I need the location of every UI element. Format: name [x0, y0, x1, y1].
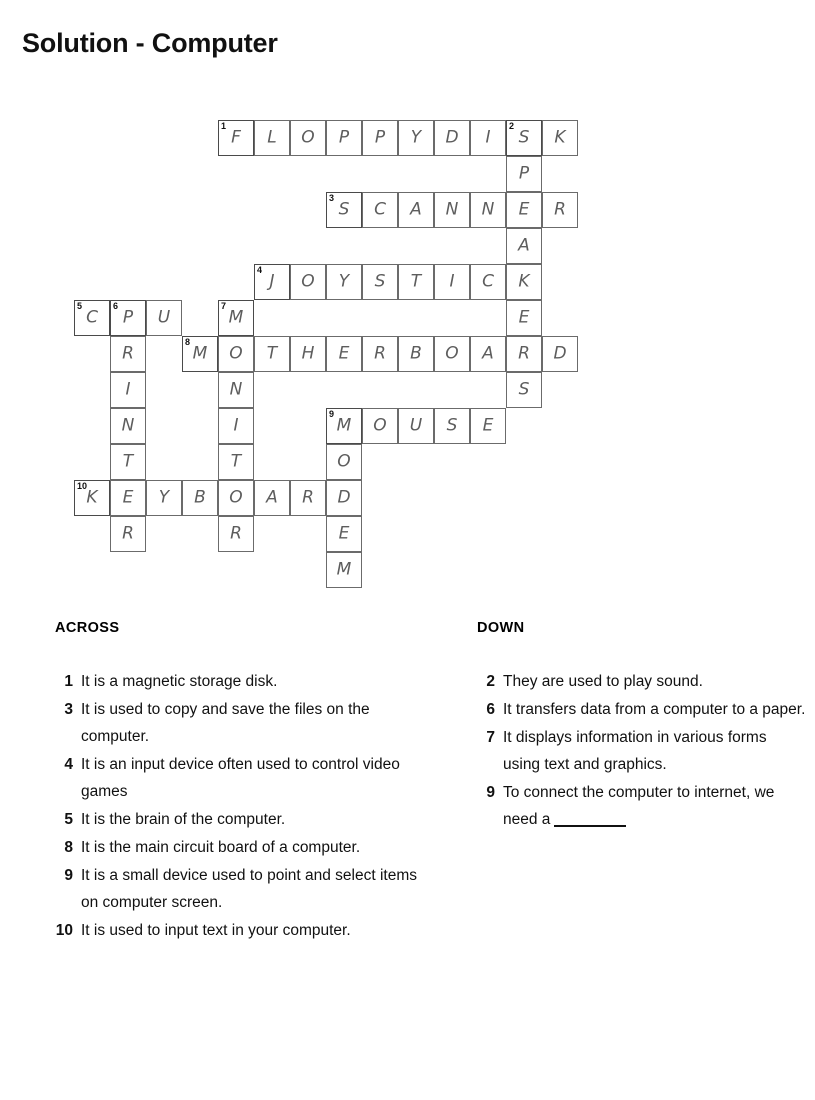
cell-letter: R [122, 523, 134, 544]
cell-letter: R [230, 523, 242, 544]
grid-cell-r4-c10[interactable] [434, 264, 470, 300]
down-clue-number: 2 [486, 673, 495, 690]
grid-cell-r6-c1[interactable] [110, 336, 146, 372]
grid-cell-r0-c10[interactable] [434, 120, 470, 156]
grid-cell-r7-c4[interactable] [218, 372, 254, 408]
grid-cell-r2-c12[interactable] [506, 192, 542, 228]
grid-cell-r6-c13[interactable] [542, 336, 578, 372]
grid-cell-r2-c10[interactable] [434, 192, 470, 228]
grid-cell-r2-c7[interactable] [326, 192, 362, 228]
grid-cell-r6-c4[interactable] [218, 336, 254, 372]
grid-cell-r6-c9[interactable] [398, 336, 434, 372]
cell-letter: N [481, 199, 495, 220]
grid-cell-r11-c7[interactable] [326, 516, 362, 552]
clue-number-5: 5 [77, 301, 83, 311]
across-heading: ACROSS [55, 620, 120, 636]
down-clue-text: It displays information in various forms using text and graphics. [503, 729, 767, 773]
cell-letter: M [192, 343, 208, 364]
down-clue-number: 6 [486, 701, 495, 718]
grid-cell-r0-c4[interactable] [218, 120, 254, 156]
across-clue-number: 8 [64, 839, 73, 856]
cell-letter: O [229, 343, 243, 364]
across-clue-8 [55, 834, 425, 861]
cell-letter: E [518, 307, 530, 328]
cell-letter: N [229, 379, 243, 400]
cell-letter: T [410, 271, 422, 292]
grid-cell-r0-c8[interactable] [362, 120, 398, 156]
cell-letter: R [518, 343, 530, 364]
cell-letter: O [229, 487, 243, 508]
cell-letter: S [338, 199, 350, 220]
grid-cell-r4-c7[interactable] [326, 264, 362, 300]
grid-cell-r10-c4[interactable] [218, 480, 254, 516]
cell-letter: P [122, 307, 134, 328]
cell-letter: I [125, 379, 131, 400]
grid-cell-r8-c10[interactable] [434, 408, 470, 444]
cell-letter: Y [338, 271, 350, 292]
grid-cell-r5-c2[interactable] [146, 300, 182, 336]
cell-letter: U [157, 307, 171, 328]
clue-number-4: 4 [257, 265, 263, 275]
cell-letter: K [86, 487, 98, 508]
grid-cell-r5-c0[interactable] [74, 300, 110, 336]
grid-cell-r0-c12[interactable] [506, 120, 542, 156]
grid-cell-r8-c1[interactable] [110, 408, 146, 444]
grid-cell-r8-c11[interactable] [470, 408, 506, 444]
cell-letter: J [269, 271, 275, 292]
grid-cell-r4-c6[interactable] [290, 264, 326, 300]
grid-cell-r8-c8[interactable] [362, 408, 398, 444]
grid-cell-r5-c12[interactable] [506, 300, 542, 336]
cell-letter: F [231, 127, 241, 148]
down-clue-7 [477, 724, 807, 778]
across-clue-5 [55, 806, 425, 833]
cell-letter: C [374, 199, 386, 220]
down-clue-number: 9 [486, 784, 495, 801]
page-title: Solution - Computer [22, 28, 278, 58]
across-clue-number: 5 [64, 811, 73, 828]
cell-letter: A [410, 199, 422, 220]
cell-letter: R [302, 487, 314, 508]
across-clue-number: 3 [64, 701, 73, 718]
clue-number-6: 6 [113, 301, 119, 311]
cell-letter: Y [158, 487, 170, 508]
cell-letter: A [482, 343, 494, 364]
cell-letter: L [267, 127, 277, 148]
across-clue-number: 9 [64, 867, 73, 884]
cell-letter: N [121, 415, 135, 436]
across-clue-text: It is used to input text in your computer. [81, 922, 351, 939]
grid-cell-r10-c1[interactable] [110, 480, 146, 516]
grid-cell-r4-c9[interactable] [398, 264, 434, 300]
grid-cell-r0-c11[interactable] [470, 120, 506, 156]
grid-cell-r2-c9[interactable] [398, 192, 434, 228]
cell-letter: C [86, 307, 98, 328]
down-heading: DOWN [477, 620, 525, 636]
grid-cell-r7-c12[interactable] [506, 372, 542, 408]
cell-letter: U [409, 415, 423, 436]
grid-cell-r4-c8[interactable] [362, 264, 398, 300]
across-clue-text: It is used to copy and save the files on the computer. [81, 701, 370, 745]
grid-cell-r6-c8[interactable] [362, 336, 398, 372]
grid-cell-r10-c7[interactable] [326, 480, 362, 516]
across-clue-text: It is a small device used to point and select items on computer screen. [81, 867, 417, 911]
clue-number-3: 3 [329, 193, 335, 203]
cell-letter: E [518, 199, 530, 220]
grid-cell-r4-c11[interactable] [470, 264, 506, 300]
grid-cell-r0-c7[interactable] [326, 120, 362, 156]
cell-letter: B [410, 343, 422, 364]
grid-cell-r6-c10[interactable] [434, 336, 470, 372]
cell-letter: O [373, 415, 387, 436]
cell-letter: E [338, 343, 350, 364]
grid-cell-r5-c1[interactable] [110, 300, 146, 336]
cell-letter: O [445, 343, 459, 364]
cell-letter: P [518, 163, 530, 184]
grid-cell-r10-c0[interactable] [74, 480, 110, 516]
cell-letter: C [482, 271, 494, 292]
cell-letter: M [336, 415, 352, 436]
down-clue-text: To connect the computer to internet, we need a [503, 784, 775, 828]
cell-letter: A [518, 235, 530, 256]
grid-cell-r4-c5[interactable] [254, 264, 290, 300]
grid-cell-r10-c6[interactable] [290, 480, 326, 516]
cell-letter: P [338, 127, 350, 148]
down-clue-9 [477, 779, 807, 833]
cell-letter: E [482, 415, 494, 436]
clue-number-10: 10 [77, 481, 88, 491]
across-clue-4 [55, 751, 425, 805]
down-clue-text: It transfers data from a computer to a paper. [503, 701, 806, 718]
down-clue-2 [477, 668, 807, 695]
grid-cell-r8-c4[interactable] [218, 408, 254, 444]
grid-cell-r1-c12[interactable] [506, 156, 542, 192]
grid-cell-r0-c13[interactable] [542, 120, 578, 156]
clue-number-7: 7 [221, 301, 227, 311]
cell-letter: O [301, 271, 315, 292]
cell-letter: B [194, 487, 206, 508]
across-clue-text: It is the brain of the computer. [81, 811, 286, 828]
cell-letter: K [554, 127, 566, 148]
cell-letter: R [122, 343, 134, 364]
grid-cell-r9-c1[interactable] [110, 444, 146, 480]
cell-letter: O [337, 451, 351, 472]
across-clues-column [55, 620, 425, 945]
cell-letter: D [445, 127, 459, 148]
cell-letter: S [446, 415, 458, 436]
across-clue-10 [55, 917, 425, 944]
grid-cell-r9-c4[interactable] [218, 444, 254, 480]
across-clue-text: It is the main circuit board of a computer. [81, 839, 361, 856]
grid-cell-r12-c7[interactable] [326, 552, 362, 588]
cell-letter: H [301, 343, 315, 364]
grid-cell-r6-c12[interactable] [506, 336, 542, 372]
grid-cell-r8-c7[interactable] [326, 408, 362, 444]
grid-cell-r6-c5[interactable] [254, 336, 290, 372]
down-clue-number: 7 [486, 729, 495, 746]
cell-letter: M [228, 307, 244, 328]
across-clue-9 [55, 862, 425, 916]
grid-cell-r10-c3[interactable] [182, 480, 218, 516]
down-clue-6 [477, 696, 807, 723]
clue-number-1: 1 [221, 121, 227, 131]
down-clue-text: They are used to play sound. [503, 673, 703, 690]
across-clue-number: 4 [64, 756, 73, 773]
answer-blank-line [554, 825, 626, 827]
grid-cell-r8-c9[interactable] [398, 408, 434, 444]
grid-cell-r6-c11[interactable] [470, 336, 506, 372]
grid-cell-r0-c6[interactable] [290, 120, 326, 156]
cell-letter: K [518, 271, 530, 292]
crossword-grid [74, 120, 594, 590]
cell-letter: Y [410, 127, 422, 148]
across-clue-number: 10 [55, 922, 73, 939]
down-clues-column [477, 620, 807, 834]
across-clue-list [55, 668, 425, 944]
down-clue-list [477, 668, 807, 833]
grid-cell-r7-c1[interactable] [110, 372, 146, 408]
grid-cell-r0-c5[interactable] [254, 120, 290, 156]
across-clue-1 [55, 668, 425, 695]
across-clue-3 [55, 696, 425, 750]
grid-cell-r3-c12[interactable] [506, 228, 542, 264]
grid-cell-r11-c1[interactable] [110, 516, 146, 552]
cell-letter: R [554, 199, 566, 220]
clue-number-9: 9 [329, 409, 335, 419]
cell-letter: R [374, 343, 386, 364]
cell-letter: O [301, 127, 315, 148]
grid-cell-r11-c4[interactable] [218, 516, 254, 552]
grid-cell-r9-c7[interactable] [326, 444, 362, 480]
cell-letter: I [233, 415, 239, 436]
grid-cell-r2-c11[interactable] [470, 192, 506, 228]
cell-letter: T [266, 343, 278, 364]
cell-letter: A [266, 487, 278, 508]
cell-letter: S [518, 379, 530, 400]
across-clue-text: It is an input device often used to control video games [81, 756, 400, 800]
across-clue-text: It is a magnetic storage disk. [81, 673, 278, 690]
grid-cell-r5-c4[interactable] [218, 300, 254, 336]
cell-letter: I [449, 271, 455, 292]
cell-letter: M [336, 559, 352, 580]
grid-cell-r6-c7[interactable] [326, 336, 362, 372]
grid-cell-r2-c8[interactable] [362, 192, 398, 228]
clue-number-8: 8 [185, 337, 191, 347]
grid-cell-r6-c3[interactable] [182, 336, 218, 372]
cell-letter: I [485, 127, 491, 148]
cell-letter: E [122, 487, 134, 508]
grid-cell-r6-c6[interactable] [290, 336, 326, 372]
cell-letter: D [337, 487, 351, 508]
grid-cell-r10-c5[interactable] [254, 480, 290, 516]
grid-cell-r10-c2[interactable] [146, 480, 182, 516]
cell-letter: T [122, 451, 134, 472]
cell-letter: S [518, 127, 530, 148]
grid-cell-r2-c13[interactable] [542, 192, 578, 228]
cell-letter: S [374, 271, 386, 292]
cell-letter: N [445, 199, 459, 220]
grid-cell-r0-c9[interactable] [398, 120, 434, 156]
across-clue-number: 1 [64, 673, 73, 690]
cell-letter: E [338, 523, 350, 544]
cell-letter: P [374, 127, 386, 148]
clue-number-2: 2 [509, 121, 515, 131]
cell-letter: D [553, 343, 567, 364]
cell-letter: T [230, 451, 242, 472]
grid-cell-r4-c12[interactable] [506, 264, 542, 300]
